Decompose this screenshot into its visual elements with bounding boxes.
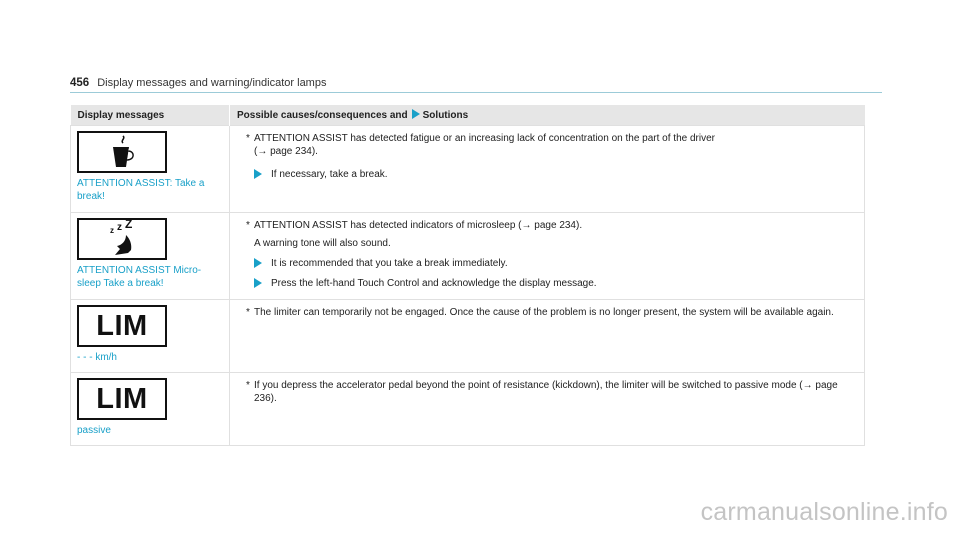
limiter-icon-label: LIM — [96, 309, 148, 342]
table-row — [71, 126, 865, 213]
step-text: If necessary, take a break. — [271, 169, 388, 180]
display-message-cell — [71, 373, 230, 446]
microsleep-icon — [77, 218, 167, 260]
page-header — [70, 75, 882, 93]
page-number: 456 — [70, 77, 90, 89]
watermark: carmanualsonline.info — [700, 498, 948, 526]
table-row — [71, 373, 865, 446]
solution-arrow-icon — [412, 109, 420, 119]
table-row — [71, 213, 865, 300]
display-text: ATTENTION ASSIST: Take a break! — [77, 178, 205, 202]
svg-text:z: z — [117, 222, 122, 233]
solution-step — [246, 168, 854, 181]
display-text: passive — [77, 425, 111, 436]
cause-cell: * The limiter can temporarily not be engaged. Once the cause of the problem is no longer present, the system will be available again. — [230, 300, 865, 373]
limiter-icon-label: LIM — [96, 382, 148, 415]
column-header-causes-solutions — [230, 105, 865, 126]
step-arrow-icon — [254, 169, 262, 179]
cause-page-ref: (→ page 234). — [254, 146, 318, 157]
svg-text:z: z — [110, 226, 114, 235]
display-message-cell — [71, 213, 230, 300]
display-message-cell — [71, 300, 230, 373]
limiter-icon — [77, 305, 167, 347]
cause-cell: * ATTENTION ASSIST has detected fatigue or an increasing lack of concentration on the part of the driver (→ page 234). If necessary, take a break. — [230, 126, 865, 213]
solutions-header-label: Solutions — [422, 110, 469, 121]
cause-text: The limiter can temporarily not be engaged. Once the cause of the problem is no longer present, the system will be available again. — [254, 307, 834, 318]
step-arrow-icon — [254, 278, 262, 288]
coffee-cup-icon — [77, 131, 167, 173]
solution-step — [246, 257, 854, 270]
cause-text: ATTENTION ASSIST has detected fatigue or an increasing lack of concentration on the part of the driver — [254, 133, 715, 144]
cause-cell: * If you depress the accelerator pedal beyond the point of resistance (kickdown), the limiter will be switched to passive mode (→ page 236). — [230, 373, 865, 446]
step-arrow-icon — [254, 258, 262, 268]
svg-text:Z: Z — [125, 220, 133, 231]
cause-cell: * ATTENTION ASSIST has detected indicators of microsleep (→ page 234). A warning tone will also sound. It is recommended that you take a break immediately. Press the left-hand Touch Control and acknowledge the display message. — [230, 213, 865, 300]
cause-text: If you depress the accelerator pedal beyond the point of resistance (kickdown), the limiter will be switched to passive mode (→ page 236). — [254, 380, 838, 404]
display-text: ATTENTION ASSIST Micro-sleep Take a break! — [77, 265, 202, 289]
display-text: - - - km/h — [77, 352, 117, 363]
note-text: A warning tone will also sound. — [254, 238, 391, 249]
step-text: It is recommended that you take a break immediately. — [271, 258, 508, 269]
cause-text: ATTENTION ASSIST has detected indicators of microsleep (→ page 234). — [254, 220, 583, 231]
column-header-display-messages: Display messages — [71, 105, 230, 126]
step-text: Press the left-hand Touch Control and acknowledge the display message. — [271, 278, 597, 289]
causes-header-label: Possible causes/consequences and — [237, 110, 408, 121]
display-messages-table — [70, 105, 865, 446]
table-row — [71, 300, 865, 373]
display-message-cell — [71, 126, 230, 213]
solution-step — [246, 277, 854, 290]
table-header-row — [71, 105, 865, 126]
page-title: Display messages and warning/indicator lamps — [97, 77, 327, 89]
limiter-icon — [77, 378, 167, 420]
